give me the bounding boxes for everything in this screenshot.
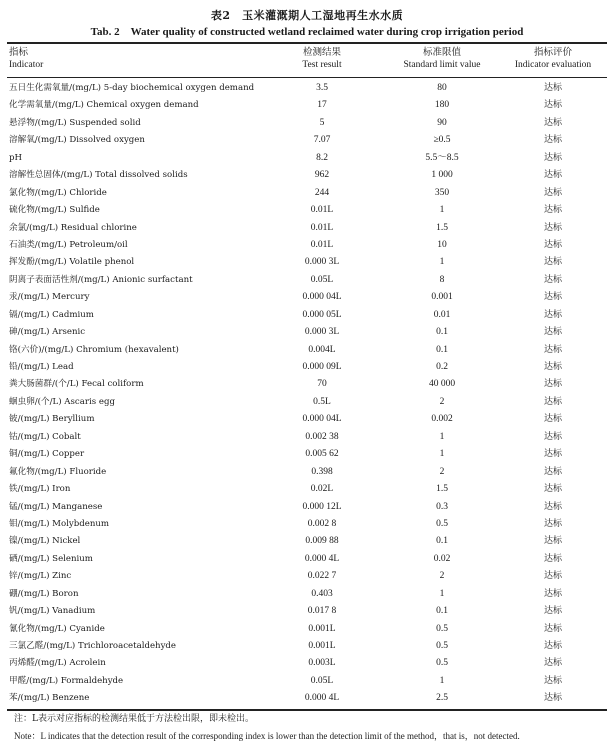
result-cell: 0.02L: [310, 484, 334, 495]
indicator-cell: 锌/(mg/L) Zinc: [9, 571, 72, 582]
limit-cell: 2: [439, 396, 445, 407]
header-evaluation: [504, 46, 602, 72]
result-cell: 0.000 4L: [304, 553, 340, 564]
result-cell: 0.000 05L: [302, 309, 342, 320]
limit-cell: 0.2: [436, 362, 448, 372]
table-row: [0, 499, 614, 516]
indicator-cell: 钒/(mg/L) Vanadium: [9, 606, 96, 617]
limit-cell: 1: [439, 257, 445, 268]
result-cell: 8.2: [316, 152, 328, 163]
table-body: [0, 80, 614, 708]
table-row: [0, 411, 614, 428]
table-row: [0, 80, 614, 97]
result-cell: 0.022 7: [307, 571, 337, 582]
table-title-en: Tab. 2 Water quality of constructed wetland reclaimed water during crop irrigation period: [90, 26, 524, 38]
evaluation-cell: 达标: [543, 152, 562, 163]
limit-cell: 0.5: [436, 518, 448, 529]
table-row: [0, 568, 614, 585]
header-result-en: Test result: [302, 60, 342, 70]
evaluation-cell: 达标: [543, 693, 562, 704]
limit-cell: 0.5: [436, 641, 448, 651]
header-eval-cn: 指标评价: [533, 47, 572, 58]
table-title-cn: 表2 玉米灌溉期人工湿地再生水水质: [210, 9, 404, 22]
table-row: [0, 289, 614, 306]
result-cell: 7.07: [313, 135, 331, 146]
indicator-cell: 甲醛/(mg/L) Formaldehyde: [9, 675, 124, 686]
evaluation-cell: 达标: [543, 484, 562, 495]
evaluation-cell: 达标: [543, 344, 562, 355]
indicator-cell: 丙烯醛/(mg/L) Acrolein: [9, 658, 106, 669]
evaluation-cell: 达标: [543, 431, 562, 442]
header-result: [270, 46, 374, 72]
table-row: [0, 307, 614, 324]
result-cell: 0.000 3L: [304, 257, 340, 268]
indicator-cell: 铁/(mg/L) Iron: [9, 484, 71, 495]
result-cell: 962: [314, 170, 330, 181]
indicator-cell: 化学需氧量/(mg/L) Chemical oxygen demand: [9, 100, 199, 111]
table-row: [0, 690, 614, 707]
header-limit-en: Standard limit value: [403, 60, 481, 70]
limit-cell: 0.1: [436, 327, 448, 338]
limit-cell: 1: [439, 588, 445, 599]
evaluation-cell: 达标: [543, 396, 562, 407]
limit-cell: 0.1: [436, 344, 448, 355]
result-cell: 0.000 12L: [302, 501, 342, 512]
evaluation-cell: 达标: [543, 239, 562, 250]
limit-cell: 0.5: [436, 623, 448, 634]
result-cell: 0.005 62: [305, 449, 339, 460]
table-row: [0, 673, 614, 690]
top-rule: [7, 42, 607, 44]
result-cell: 0.05L: [310, 675, 334, 686]
header-result-cn: 检测结果: [302, 47, 341, 58]
result-cell: 0.5L: [313, 396, 331, 407]
evaluation-cell: 达标: [543, 170, 562, 181]
evaluation-cell: 达标: [543, 135, 562, 146]
evaluation-cell: 达标: [543, 571, 562, 582]
result-cell: 3.5: [316, 83, 328, 93]
header-indicator: [9, 46, 43, 72]
result-cell: 5: [319, 117, 325, 128]
result-cell: 0.05L: [310, 274, 334, 285]
indicator-cell: 锰/(mg/L) Manganese: [9, 501, 103, 512]
header-rule: [7, 77, 607, 78]
table-row: [0, 185, 614, 202]
limit-cell: 0.5: [436, 658, 448, 669]
limit-cell: 40 000: [428, 379, 456, 390]
result-cell: 0.003L: [308, 658, 336, 669]
result-cell: 0.000 4L: [304, 693, 340, 704]
result-cell: 0.000 04L: [302, 292, 342, 303]
header-limit-cn: 标准限值: [422, 47, 461, 58]
indicator-cell: 粪大肠菌群/(个/L) Fecal coliform: [9, 379, 144, 390]
evaluation-cell: 达标: [543, 641, 562, 651]
table-row: [0, 115, 614, 132]
limit-cell: 0.001: [431, 292, 453, 303]
limit-cell: 0.1: [436, 536, 448, 547]
indicator-cell: 镉/(mg/L) Cadmium: [9, 309, 94, 320]
table-row: [0, 272, 614, 289]
indicator-cell: 硫化物/(mg/L) Sulfide: [9, 205, 100, 216]
indicator-cell: 溶解性总固体/(mg/L) Total dissolved solids: [9, 170, 188, 181]
indicator-cell: 铬(六价)/(mg/L) Chromium (hexavalent): [9, 344, 179, 355]
result-cell: 0.009 88: [305, 536, 339, 547]
limit-cell: 5.5～8.5: [425, 152, 459, 163]
indicator-cell: 镍/(mg/L) Nickel: [9, 536, 81, 547]
limit-cell: 1: [439, 675, 445, 686]
table-row: [0, 464, 614, 481]
table-row: [0, 533, 614, 550]
indicator-cell: 蛔虫卵/(个/L) Ascaris egg: [9, 396, 115, 407]
table-row: [0, 446, 614, 463]
table-row: [0, 132, 614, 149]
evaluation-cell: 达标: [543, 623, 562, 634]
limit-cell: ≥0.5: [433, 135, 451, 146]
table-row: [0, 202, 614, 219]
table-row: [0, 394, 614, 411]
indicator-cell: 砷/(mg/L) Arsenic: [9, 327, 86, 338]
result-cell: 0.403: [311, 588, 333, 599]
limit-cell: 1.5: [436, 484, 448, 495]
header-limit: [388, 46, 496, 72]
indicator-cell: 汞/(mg/L) Mercury: [9, 292, 90, 303]
table-row: [0, 150, 614, 167]
result-cell: 0.01L: [310, 239, 334, 250]
header-indicator-en: Indicator: [9, 60, 44, 70]
indicator-cell: 氰化物/(mg/L) Cyanide: [9, 623, 105, 634]
evaluation-cell: 达标: [543, 187, 562, 198]
evaluation-cell: 达标: [543, 117, 562, 128]
evaluation-cell: 达标: [543, 588, 562, 599]
table-row: [0, 655, 614, 672]
limit-cell: 2.5: [436, 693, 448, 704]
evaluation-cell: 达标: [543, 466, 562, 477]
indicator-cell: 铅/(mg/L) Lead: [9, 362, 74, 372]
indicator-cell: 氟化物/(mg/L) Fluoride: [9, 466, 107, 477]
evaluation-cell: 达标: [543, 658, 562, 669]
result-cell: 0.000 04L: [302, 414, 342, 425]
evaluation-cell: 达标: [543, 414, 562, 425]
header-indicator-cn: 指标: [9, 47, 29, 58]
result-cell: 0.004L: [308, 344, 336, 355]
indicator-cell: 三氯乙醛/(mg/L) Trichloroacetaldehyde: [9, 641, 177, 651]
indicator-cell: 钼/(mg/L) Molybdenum: [9, 518, 110, 529]
evaluation-cell: 达标: [543, 501, 562, 512]
indicator-cell: 苯/(mg/L) Benzene: [9, 693, 90, 704]
bottom-rule: [7, 709, 607, 711]
table-row: [0, 167, 614, 184]
evaluation-cell: 达标: [543, 675, 562, 686]
limit-cell: 0.1: [436, 606, 448, 617]
header-eval-en: Indicator evaluation: [514, 60, 592, 70]
evaluation-cell: 达标: [543, 100, 562, 111]
result-cell: 0.01L: [310, 205, 334, 216]
table-row: [0, 603, 614, 620]
limit-cell: 2: [439, 571, 445, 582]
indicator-cell: 石油类/(mg/L) Petroleum/oil: [9, 239, 128, 250]
table-row: [0, 621, 614, 638]
result-cell: 70: [317, 379, 327, 390]
evaluation-cell: 达标: [543, 379, 562, 390]
result-cell: 0.001L: [308, 641, 336, 651]
table-row: [0, 551, 614, 568]
table-row: [0, 237, 614, 254]
limit-cell: 1: [439, 449, 445, 460]
table-row: [0, 516, 614, 533]
evaluation-cell: 达标: [543, 362, 562, 372]
limit-cell: 2: [439, 466, 445, 477]
indicator-cell: 硒/(mg/L) Selenium: [9, 553, 93, 564]
limit-cell: 180: [434, 100, 450, 111]
limit-cell: 0.3: [436, 501, 448, 512]
evaluation-cell: 达标: [543, 449, 562, 460]
result-cell: 0.000 3L: [304, 327, 340, 338]
limit-cell: 90: [437, 117, 447, 128]
result-cell: 0.002 8: [307, 518, 337, 529]
table-row: [0, 429, 614, 446]
note-en: Note：L indicates that the detection result of the corresponding index is lower than the detection limit of the method，that is，not detected.: [14, 731, 520, 741]
result-cell: 0.398: [311, 466, 333, 477]
note-cn: 注：L表示对应指标的检测结果低于方法检出限，即未检出。: [14, 714, 254, 724]
limit-cell: 1: [439, 205, 445, 216]
table-row: [0, 97, 614, 114]
indicator-cell: 钴/(mg/L) Cobalt: [9, 431, 81, 442]
limit-cell: 1 000: [431, 170, 453, 181]
table-row: [0, 342, 614, 359]
evaluation-cell: 达标: [543, 536, 562, 547]
limit-cell: 1.5: [436, 222, 448, 233]
table-row: [0, 638, 614, 655]
table-row: [0, 481, 614, 498]
evaluation-cell: 达标: [543, 274, 562, 285]
limit-cell: 80: [437, 83, 447, 93]
evaluation-cell: 达标: [543, 309, 562, 320]
result-cell: 0.017 8: [307, 606, 337, 617]
table-row: [0, 359, 614, 376]
evaluation-cell: 达标: [543, 518, 562, 529]
result-cell: 0.01L: [310, 222, 334, 233]
indicator-cell: pH: [9, 152, 22, 163]
evaluation-cell: 达标: [543, 83, 562, 93]
limit-cell: 0.02: [433, 553, 451, 564]
table-row: [0, 586, 614, 603]
evaluation-cell: 达标: [543, 257, 562, 268]
evaluation-cell: 达标: [543, 292, 562, 303]
limit-cell: 0.002: [431, 414, 453, 425]
indicator-cell: 硼/(mg/L) Boron: [9, 588, 79, 599]
result-cell: 0.000 09L: [302, 362, 342, 372]
result-cell: 0.002 38: [305, 431, 339, 442]
indicator-cell: 铜/(mg/L) Copper: [9, 449, 85, 460]
indicator-cell: 挥发酚/(mg/L) Volatile phenol: [9, 257, 135, 268]
table-row: [0, 324, 614, 341]
result-cell: 17: [317, 100, 327, 111]
limit-cell: 0.01: [433, 309, 451, 320]
evaluation-cell: 达标: [543, 606, 562, 617]
result-cell: 244: [314, 187, 330, 198]
limit-cell: 1: [439, 431, 445, 442]
limit-cell: 350: [434, 187, 450, 198]
indicator-cell: 余氯/(mg/L) Residual chlorine: [9, 222, 137, 233]
indicator-cell: 悬浮物/(mg/L) Suspended solid: [9, 117, 141, 128]
evaluation-cell: 达标: [543, 205, 562, 216]
limit-cell: 10: [437, 239, 447, 250]
result-cell: 0.001L: [308, 623, 336, 634]
table-row: [0, 254, 614, 271]
indicator-cell: 铍/(mg/L) Beryllium: [9, 414, 95, 425]
indicator-cell: 氯化物/(mg/L) Chloride: [9, 187, 107, 198]
evaluation-cell: 达标: [543, 553, 562, 564]
indicator-cell: 溶解氧/(mg/L) Dissolved oxygen: [9, 135, 145, 146]
table-row: [0, 376, 614, 393]
table-row: [0, 220, 614, 237]
evaluation-cell: 达标: [543, 222, 562, 233]
limit-cell: 8: [439, 274, 445, 285]
indicator-cell: 五日生化需氧量/(mg/L) 5-day biochemical oxygen demand: [9, 83, 255, 93]
evaluation-cell: 达标: [543, 327, 562, 338]
indicator-cell: 阴离子表面活性剂/(mg/L) Anionic surfactant: [9, 274, 193, 285]
